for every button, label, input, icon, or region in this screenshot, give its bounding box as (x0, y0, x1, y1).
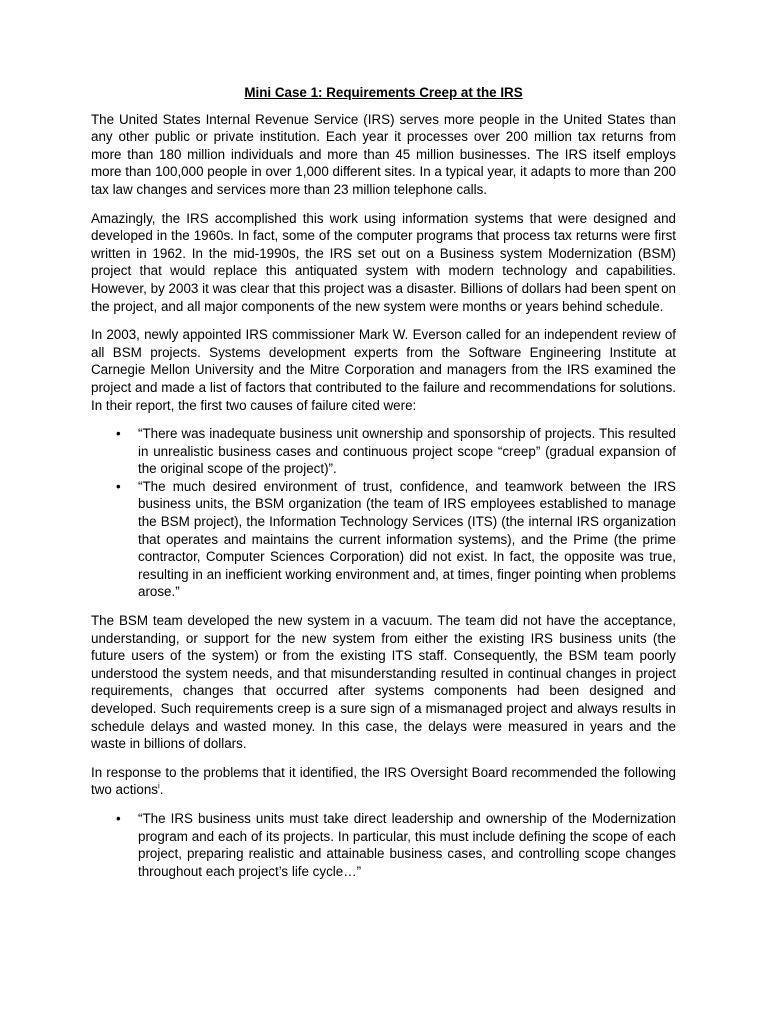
footnote-marker: i (158, 781, 160, 791)
paragraph-irs-overview: The United States Internal Revenue Service (IRS) serves more people in the United States than any other public or private institution. Each year it processes over 200 million tax returns from more than 180 million individuals and more than 45 million businesses. The IRS itself employs more than 100,000 people in over 1,000 different sites. In a typical year, it adapts to more than 200 tax law changes and services more than 23 million telephone calls. (91, 111, 676, 197)
list-item-text: “The IRS business units must take direct leadership and ownership of the Modernization program and each of its projects. In particular, this must include defining the scope of each project, preparing realistic and attainable business cases, and controlling scope changes throughout each project’s life cycle…” (138, 810, 676, 879)
bullet-icon: • (116, 426, 121, 442)
paragraph-bsm-vacuum: The BSM team developed the new system in a vacuum. The team did not have the acceptance, understanding, or support for the new system from either the existing IRS business units (the future users of the system) or from the existing ITS staff. Consequently, the BSM team poorly understood the system needs, and that misunderstanding resulted in continual changes in project requirements, changes that occurred after systems components had been designed and developed. Such requirements creep is a sure sign of a mismanaged project and always results in schedule delays and wasted money. In this case, the delays were measured in years and the waste in billions of dollars. (91, 613, 676, 752)
paragraph-end: . (159, 782, 164, 798)
recommended-actions-list (91, 810, 676, 880)
paragraph-text: In response to the problems that it identified, the IRS Oversight Board recommended the following two actions (91, 764, 676, 798)
list-item (91, 478, 676, 601)
bullet-icon: • (116, 478, 121, 494)
document-title: Mini Case 1: Requirements Creep at the IRS (244, 85, 523, 100)
paragraph-independent-review: In 2003, newly appointed IRS commissioner Mark W. Everson called for an independent review of all BSM projects. Systems development experts from the Software Engineering Institute at Carnegie Mellon University and the Mitre Corporation and managers from the IRS examined the project and made a list of factors that contributed to the failure and recommendations for solutions. In their report, the first two causes of failure cited were: (91, 327, 676, 413)
document-body (91, 84, 676, 891)
list-item (91, 425, 676, 478)
paragraph-oversight-board (91, 764, 676, 799)
list-item-text: “The much desired environment of trust, confidence, and teamwork between the IRS business units, the BSM organization (the team of IRS employees established to manage the BSM project), the Information Technology Services (ITS) (the internal IRS organization that operates and maintains the current information systems), and the Prime (the prime contractor, Computer Sciences Corporation) did not exist. In fact, the opposite was true, resulting in an inefficient working environment and, at times, finger pointing when problems arose.” (138, 478, 676, 600)
paragraph-bsm-project: Amazingly, the IRS accomplished this work using information systems that were designed and developed in the 1960s. In fact, some of the computer programs that process tax returns were first written in 1962. In the mid-1990s, the IRS set out on a Business system Modernization (BSM) project that would replace this antiquated system with modern technology and capabilities. However, by 2003 it was clear that this project was a disaster. Billions of dollars had been spent on the project, and all major components of the new system were months or years behind schedule. (91, 210, 676, 314)
list-item (91, 810, 676, 880)
list-item-text: “There was inadequate business unit ownership and sponsorship of projects. This resulted in unrealistic business cases and continuous project scope “creep” (gradual expansion of the original scope of the project)”. (138, 426, 676, 477)
bullet-icon: • (116, 810, 121, 826)
failure-causes-list (91, 425, 676, 601)
